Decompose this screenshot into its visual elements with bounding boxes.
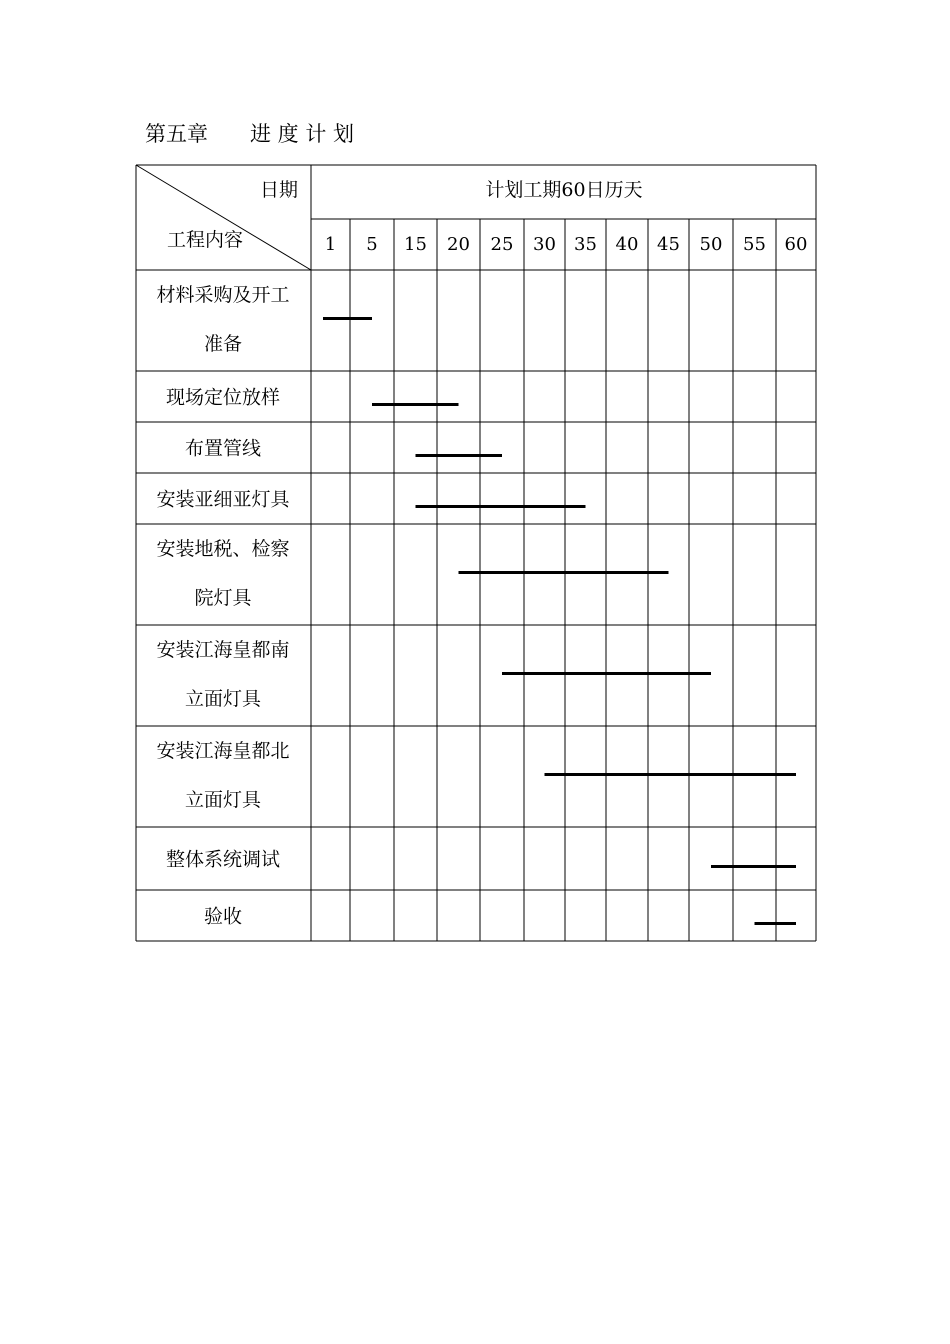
day-header-row xyxy=(325,234,808,255)
day-label: 45 xyxy=(657,234,680,255)
task-label: 立面灯具 xyxy=(184,688,262,710)
day-label: 20 xyxy=(447,234,470,255)
task-label: 院灯具 xyxy=(194,587,252,609)
day-label: 60 xyxy=(784,234,808,255)
task-label: 安装地税、检察 xyxy=(156,538,290,560)
task-rows xyxy=(156,284,290,928)
task-label: 整体系统调试 xyxy=(165,848,281,871)
task-label: 准备 xyxy=(203,333,243,355)
day-label: 30 xyxy=(533,234,556,255)
day-label: 25 xyxy=(490,234,514,255)
day-label: 40 xyxy=(615,234,639,255)
task-label: 立面灯具 xyxy=(184,789,262,811)
corner-content-label: 工程内容 xyxy=(167,229,244,251)
task-label: 安装江海皇都南 xyxy=(156,639,290,661)
day-label: 35 xyxy=(574,234,597,255)
chapter-heading: 第五章 进 度 计 划 xyxy=(145,122,355,146)
day-label: 50 xyxy=(699,234,723,255)
task-label: 安装亚细亚灯具 xyxy=(156,488,290,511)
day-label: 55 xyxy=(743,234,766,255)
task-label: 材料采购及开工 xyxy=(156,284,290,306)
task-label: 安装江海皇都北 xyxy=(156,740,290,762)
task-label: 现场定位放样 xyxy=(165,386,281,409)
corner-date-label: 日期 xyxy=(259,179,298,201)
day-label: 15 xyxy=(404,234,427,255)
day-label: 5 xyxy=(366,234,378,255)
day-label: 1 xyxy=(324,234,337,255)
period-header: 计划工期60日历天 xyxy=(485,179,643,201)
task-label: 验收 xyxy=(203,905,243,928)
task-label: 布置管线 xyxy=(184,437,262,460)
